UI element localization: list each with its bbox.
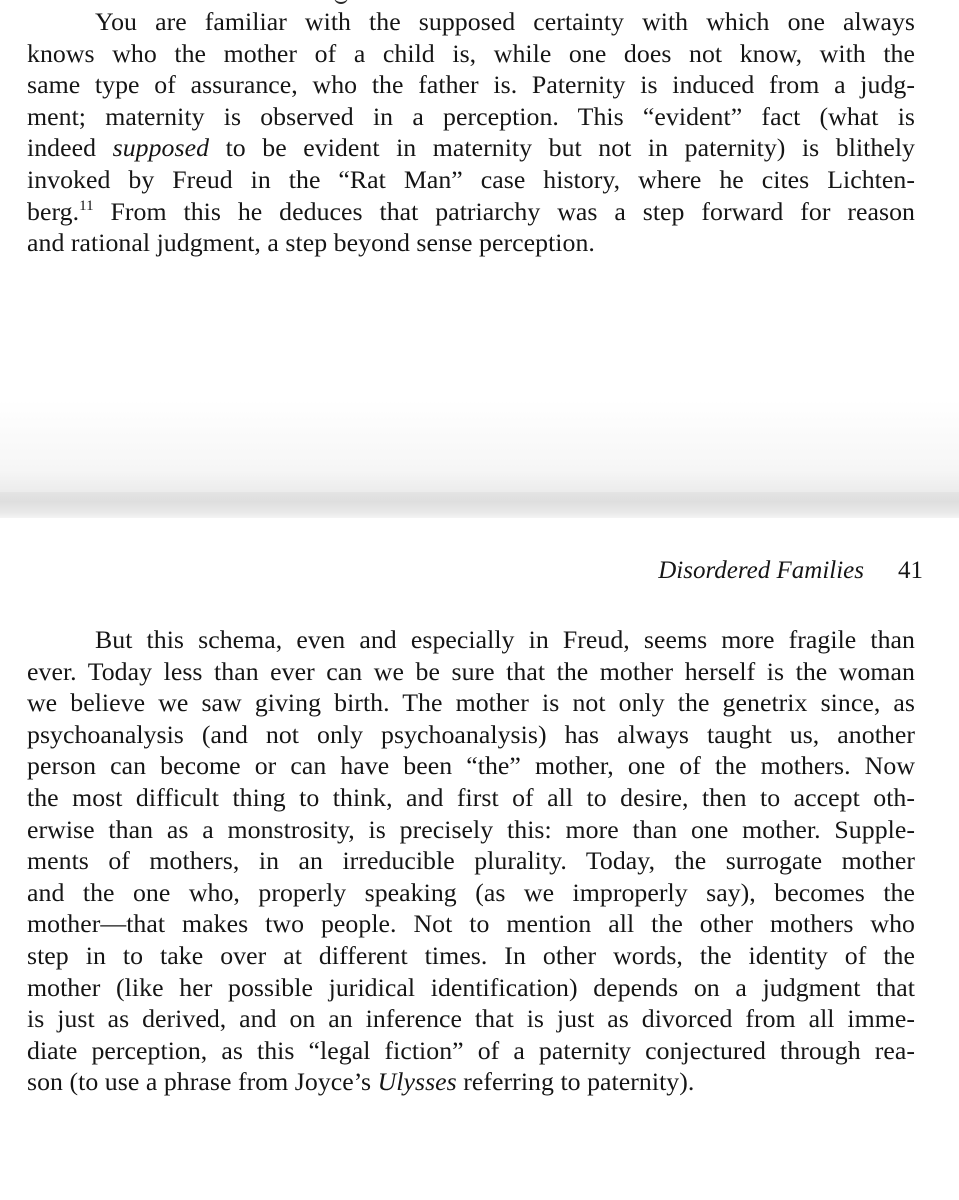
text-line: diate perception, as this “legal fiction” of a paternity conjectured through rea- bbox=[27, 1035, 915, 1065]
text-line bbox=[27, 132, 915, 164]
text-line: is just as derived, and on an inference that is just as divorced from all imme- bbox=[27, 1004, 915, 1034]
text-line: psychoanalysis (and not only psychoanalysis) has always taught us, another bbox=[27, 719, 915, 749]
bottom-paragraph bbox=[27, 624, 915, 1098]
text-line: ever. Today less than ever can we be sure that the mother herself is the woman bbox=[27, 656, 915, 686]
footnote-marker: 11 bbox=[79, 197, 94, 214]
text-line bbox=[27, 196, 915, 228]
text-fragment: to be evident in maternity but not in paternity) is blithely bbox=[209, 133, 916, 163]
page-separator bbox=[0, 492, 959, 518]
text-fragment: indeed bbox=[27, 133, 113, 163]
top-paragraph bbox=[27, 6, 915, 259]
text-line: same type of assurance, who the father is. Paternity is induced from a judg- bbox=[27, 70, 915, 100]
text-line: invoked by Freud in the “Rat Man” case history, where he cites Lichten- bbox=[27, 164, 915, 194]
cut-off-glyph bbox=[334, 0, 348, 4]
text-line: step in to take over at different times. In other words, the identity of the bbox=[27, 940, 915, 970]
page-number: 41 bbox=[898, 557, 923, 584]
text-line: the most difficult thing to think, and first of all to desire, then to accept oth- bbox=[27, 782, 915, 812]
text-line: and rational judgment, a step beyond sense perception. bbox=[27, 228, 595, 258]
text-line: ments of mothers, in an irreducible plurality. Today, the surrogate mother bbox=[27, 846, 915, 876]
text-line: mother—that makes two people. Not to mention all the other mothers who bbox=[27, 909, 915, 939]
text-fragment: From this he deduces that patriarchy was a step forward for reason bbox=[93, 196, 915, 226]
text-fragment: referring to paternity). bbox=[456, 1067, 695, 1097]
text-line: ment; maternity is observed in a perception. This “evident” fact (what is bbox=[27, 101, 915, 131]
top-page bbox=[0, 0, 959, 492]
text-line: and the one who, properly speaking (as we improperly say), becomes the bbox=[27, 877, 915, 907]
text-line: You are familiar with the supposed certainty with which one always bbox=[95, 7, 915, 36]
text-line: mother (like her possible juridical identification) depends on a judgment that bbox=[27, 972, 915, 1002]
italic-title: Ulysses bbox=[377, 1067, 457, 1097]
text-line bbox=[27, 1066, 915, 1098]
text-fragment: son (to use a phrase from Joyce’s bbox=[27, 1067, 378, 1097]
running-title: Disordered Families bbox=[658, 557, 864, 584]
text-fragment: berg. bbox=[27, 196, 80, 226]
text-line: we believe we saw giving birth. The mother is not only the genetrix since, as bbox=[27, 688, 915, 718]
bottom-page bbox=[0, 518, 959, 1200]
text-line: erwise than as a monstrosity, is precisely this: more than one mother. Supple- bbox=[27, 814, 915, 844]
running-header bbox=[658, 556, 923, 586]
text-line: person can become or can have been “the” mother, one of the mothers. Now bbox=[27, 751, 915, 781]
text-line: knows who the mother of a child is, while one does not know, with the bbox=[27, 38, 915, 68]
text-line: But this schema, even and especially in Freud, seems more fragile than bbox=[95, 625, 915, 654]
italic-word: supposed bbox=[112, 133, 210, 163]
